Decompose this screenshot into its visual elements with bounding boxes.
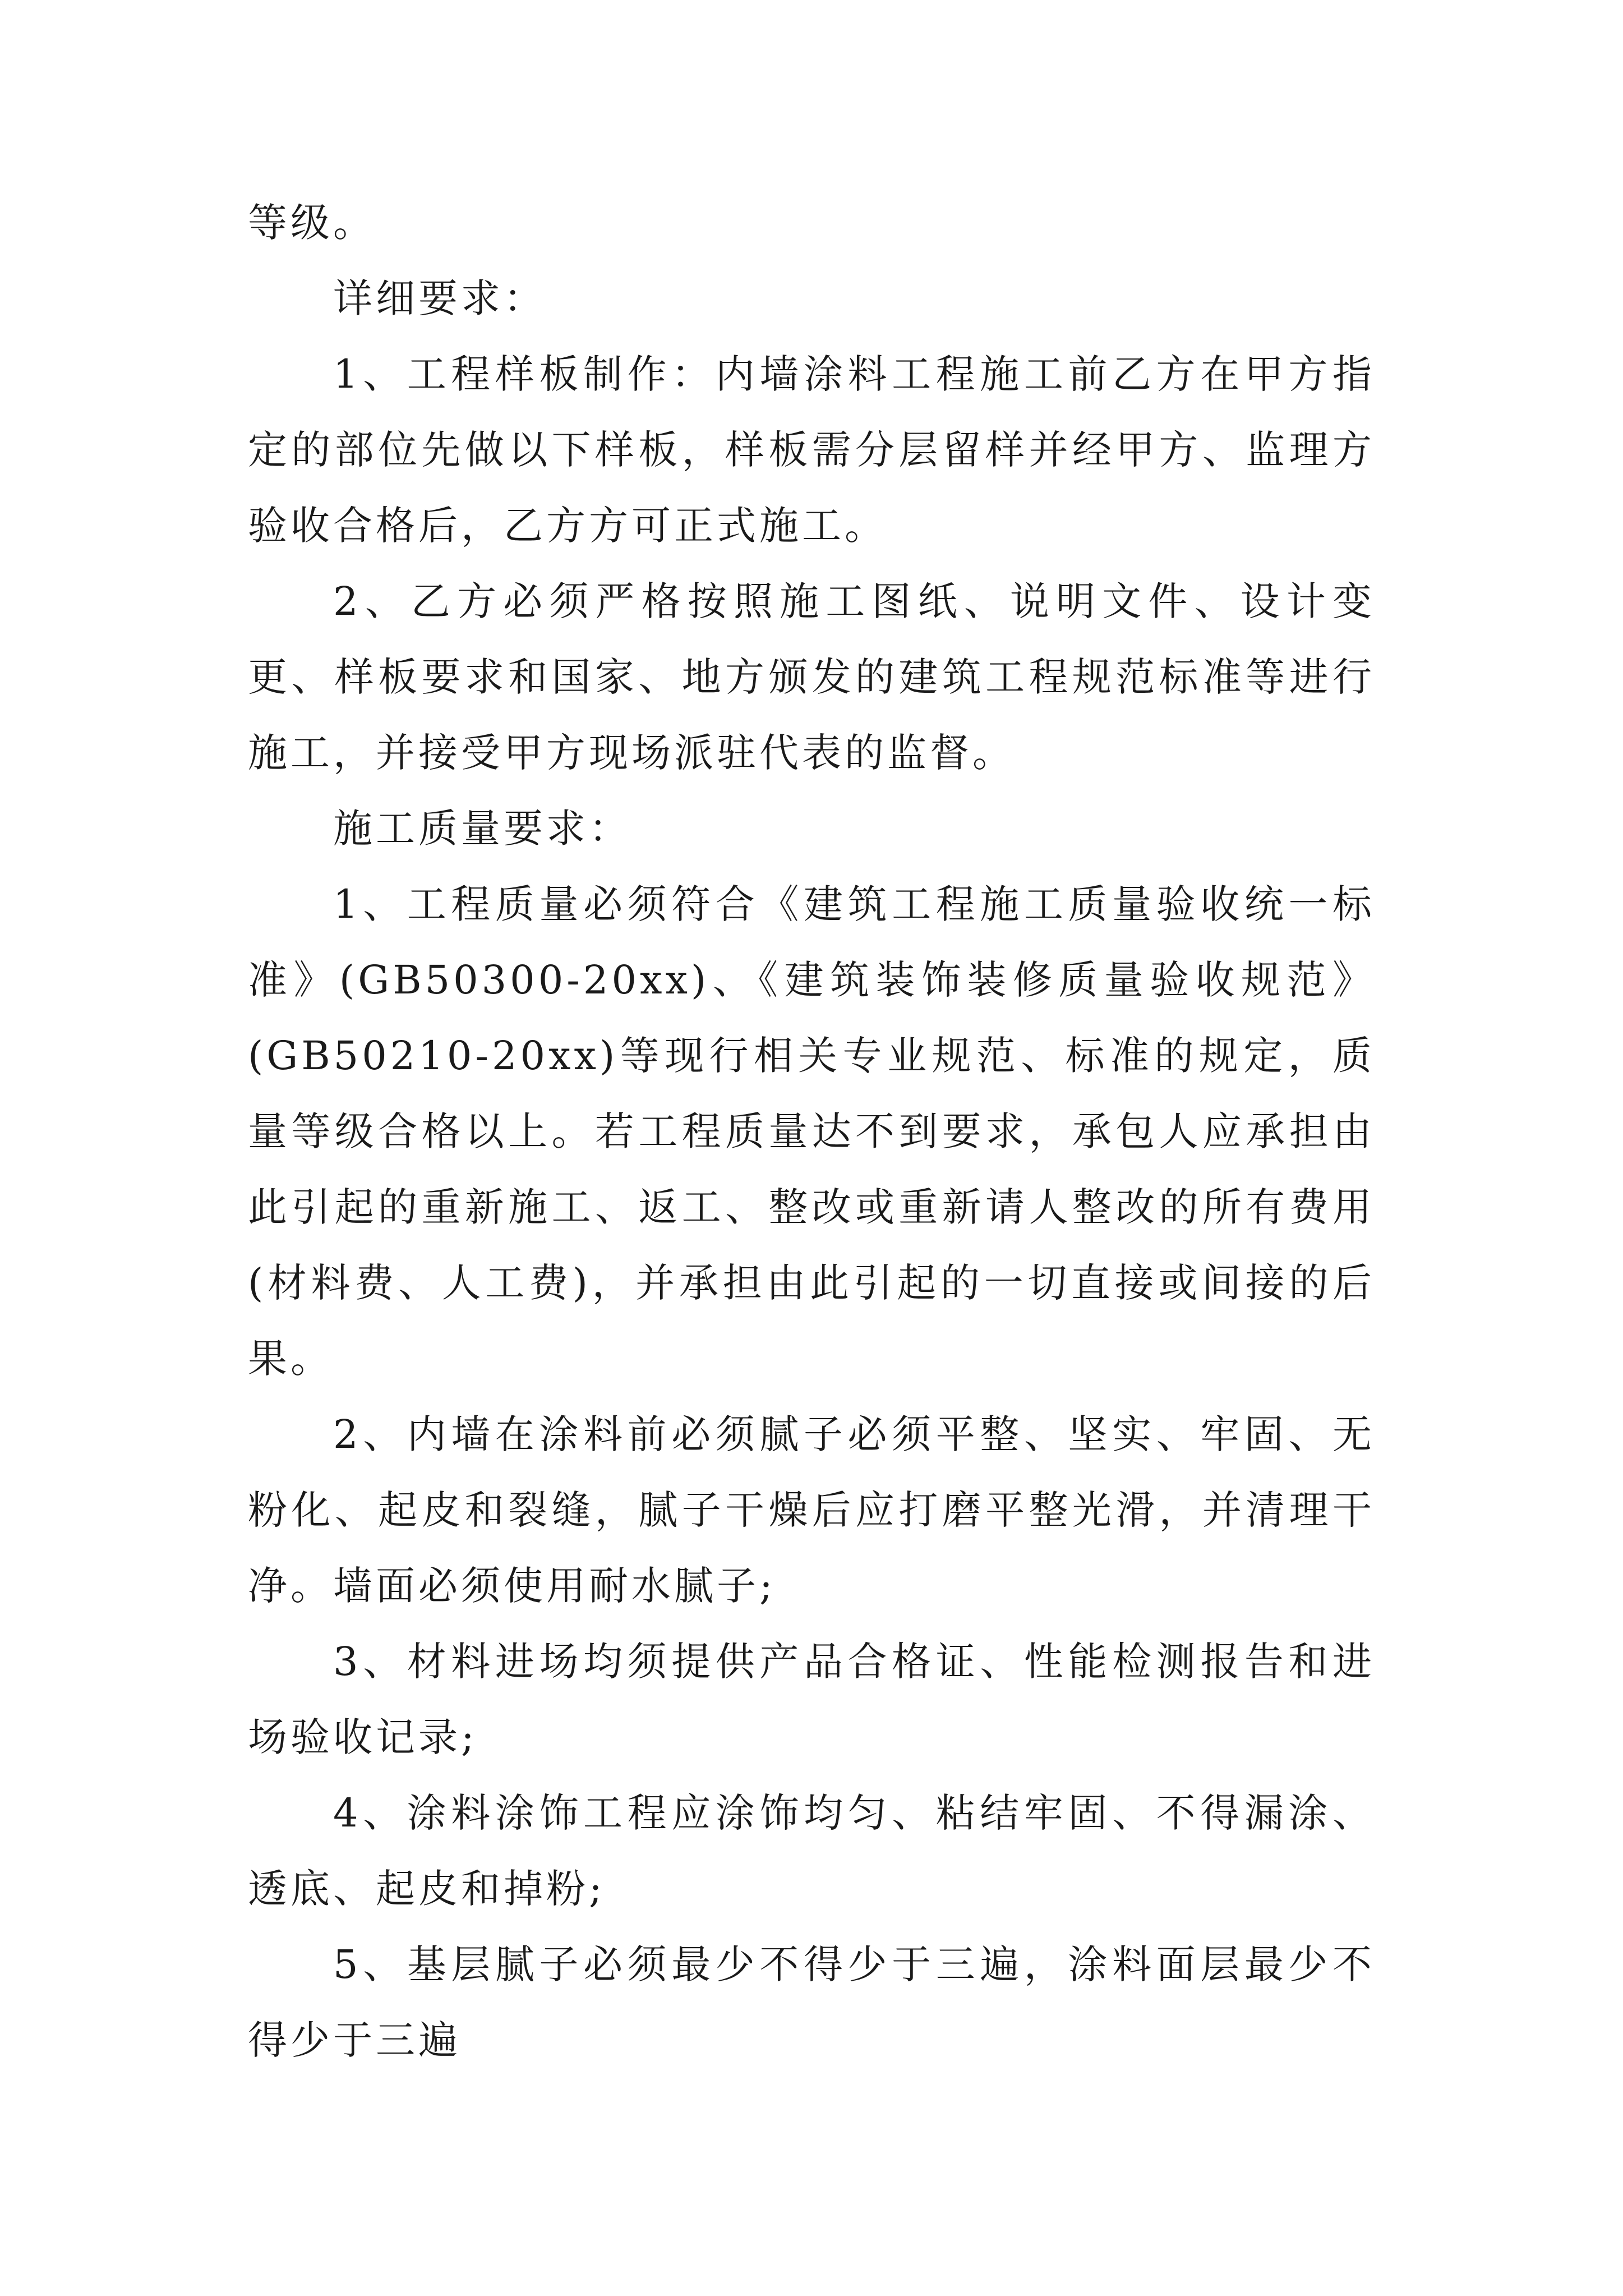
paragraph-quality-1: 1、工程质量必须符合《建筑工程施工质量验收统一标准》(GB50300-20xx)、《建筑装饰装修质量验收规范》(GB50210-20xx)等现行相关专业规范、标准的规定，质量等级合格以上。若工程质量达不到要求，承包人应承担由此引起的重新施工、返工、整改或重新请人整改的所有费用(材料费、人工费)，并承担由此引起的一切直接或间接的后果。 [248, 881, 1375, 1382]
paragraph-detail-1: 1、工程样板制作：内墙涂料工程施工前乙方在甲方指定的部位先做以下样板，样板需分层留样并经甲方、监理方验收合格后，乙方方可正式施工。 [248, 351, 1375, 549]
paragraph-quality-3: 3、材料进场均须提供产品合格证、性能检测报告和进场验收记录; [248, 1639, 1375, 1760]
paragraph-continuation: 等级。 [248, 200, 376, 246]
document-body [248, 185, 1375, 2078]
paragraph-quality-heading: 施工质量要求： [333, 806, 631, 852]
paragraph-quality-4: 4、涂料涂饰工程应涂饰均匀、粘结牢固、不得漏涂、透底、起皮和掉粉; [248, 1790, 1375, 1912]
paragraph-detail-2: 2、乙方必须严格按照施工图纸、说明文件、设计变更、样板要求和国家、地方颁发的建筑工程规范标准等进行施工，并接受甲方现场派驻代表的监督。 [248, 578, 1375, 776]
paragraph-quality-2: 2、内墙在涂料前必须腻子必须平整、坚实、牢固、无粉化、起皮和裂缝，腻子干燥后应打磨平整光滑，并清理干净。墙面必须使用耐水腻子; [248, 1411, 1375, 1609]
paragraph-quality-5: 5、基层腻子必须最少不得少于三遍，涂料面层最少不得少于三遍 [248, 1941, 1375, 2063]
paragraph-detail-heading: 详细要求： [333, 275, 546, 321]
